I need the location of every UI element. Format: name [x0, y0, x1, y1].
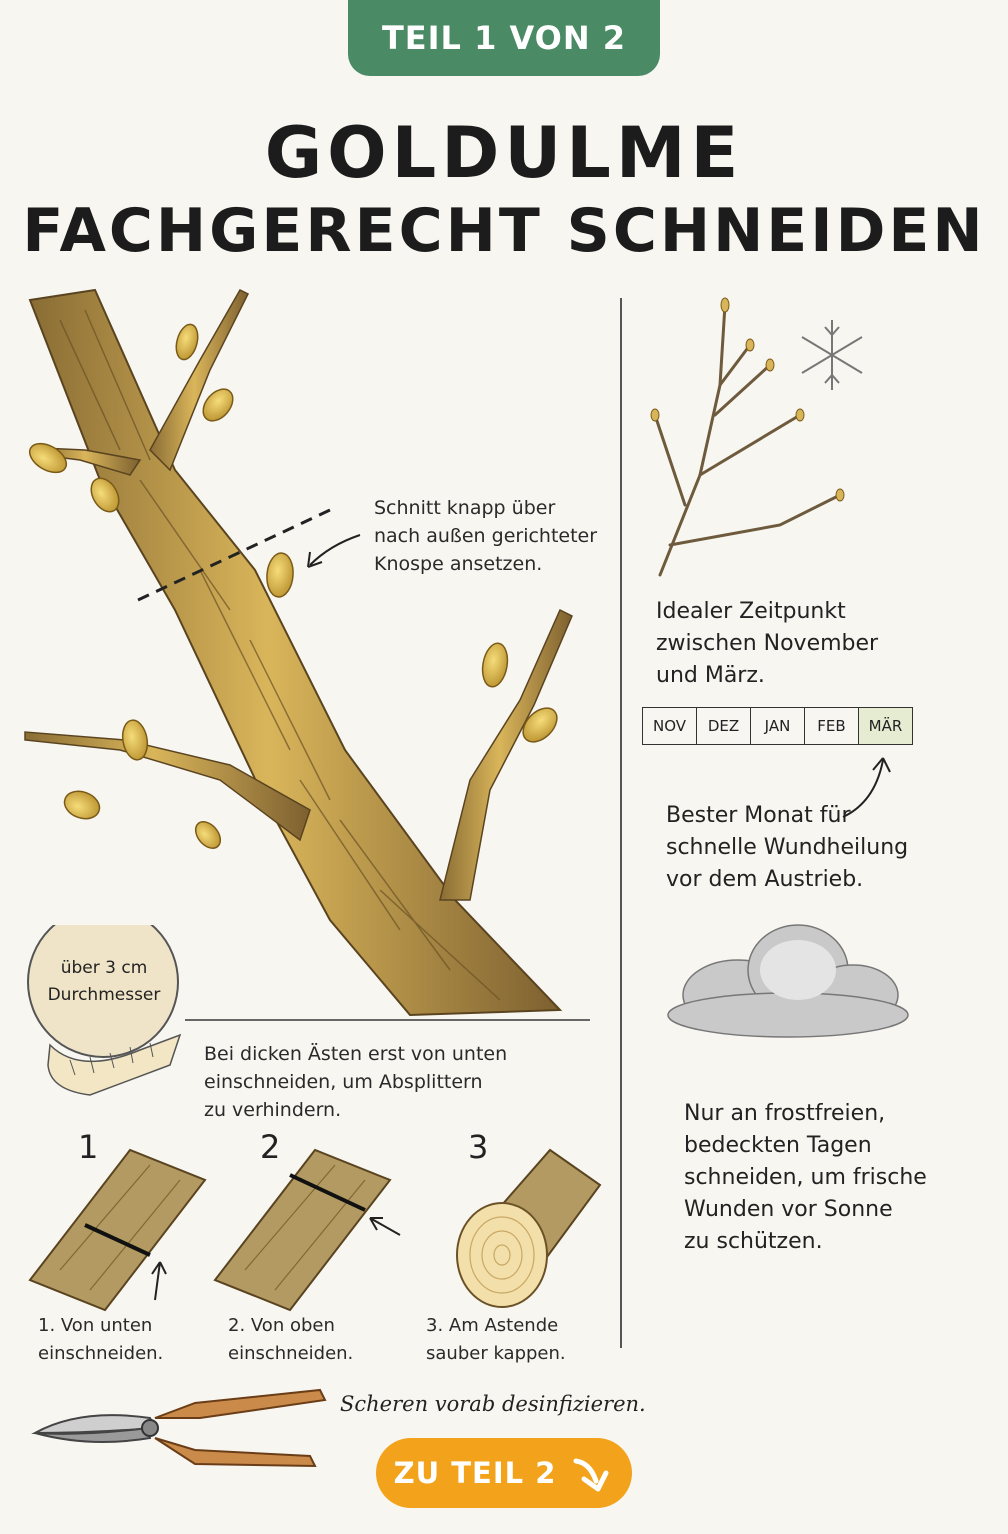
next-part-button[interactable] — [376, 1438, 632, 1508]
tape-measure-icon — [20, 925, 190, 1100]
arrow-down-right-icon — [570, 1451, 614, 1495]
month-feb: FEB — [805, 708, 859, 744]
step-2-number: 2 — [260, 1128, 281, 1166]
column-divider — [620, 298, 622, 1348]
branch-illustration — [0, 280, 620, 1020]
part-badge: TEIL 1 VON 2 — [348, 0, 660, 76]
month-jan: JAN — [751, 708, 805, 744]
cloud-icon — [648, 915, 928, 1065]
step-1-number: 1 — [78, 1128, 99, 1166]
month-nov: NOV — [643, 708, 697, 744]
diameter-label: über 3 cm Durchmesser — [47, 958, 161, 1005]
step-3-number: 3 — [468, 1128, 489, 1166]
cut-note: Schnitt knapp über nach außen gerichteter Knospe ansetzen. — [374, 497, 598, 575]
disinfect-hint: Scheren vorab desinfizieren. — [340, 1392, 646, 1416]
winter-twig-illustration — [640, 295, 880, 585]
step-2-illustration — [205, 1140, 405, 1315]
page-title: GOLDULME — [264, 112, 744, 194]
section-divider — [185, 1019, 590, 1021]
timing-note: Idealer Zeitpunkt zwischen November und März. — [656, 599, 879, 688]
step-3-caption: 3. Am Astende sauber kappen. — [426, 1315, 566, 1364]
step-1-illustration — [20, 1140, 210, 1315]
next-part-label: ZU TEIL 2 — [393, 1456, 557, 1490]
pruning-shears-icon — [30, 1378, 330, 1478]
step-3-illustration — [440, 1140, 610, 1315]
weather-note: Nur an frostfreien, bedeckten Tagen schneiden, um frische Wunden vor Sonne zu schützen. — [684, 1101, 927, 1254]
thick-branch-note: Bei dicken Ästen erst von unten einschneiden, um Absplittern zu verhindern. — [204, 1043, 508, 1121]
best-month-note: Bester Monat für schnelle Wundheilung vor dem Austrieb. — [666, 803, 909, 892]
page-subtitle: FACHGERECHT SCHNEIDEN — [22, 196, 986, 266]
step-2-caption: 2. Von oben einschneiden. — [228, 1315, 354, 1364]
month-dez: DEZ — [697, 708, 751, 744]
month-strip — [642, 707, 913, 745]
snowflake-icon — [802, 320, 862, 390]
step-1-caption: 1. Von unten einschneiden. — [38, 1315, 164, 1364]
month-mar-highlighted: MÄR — [859, 708, 912, 744]
